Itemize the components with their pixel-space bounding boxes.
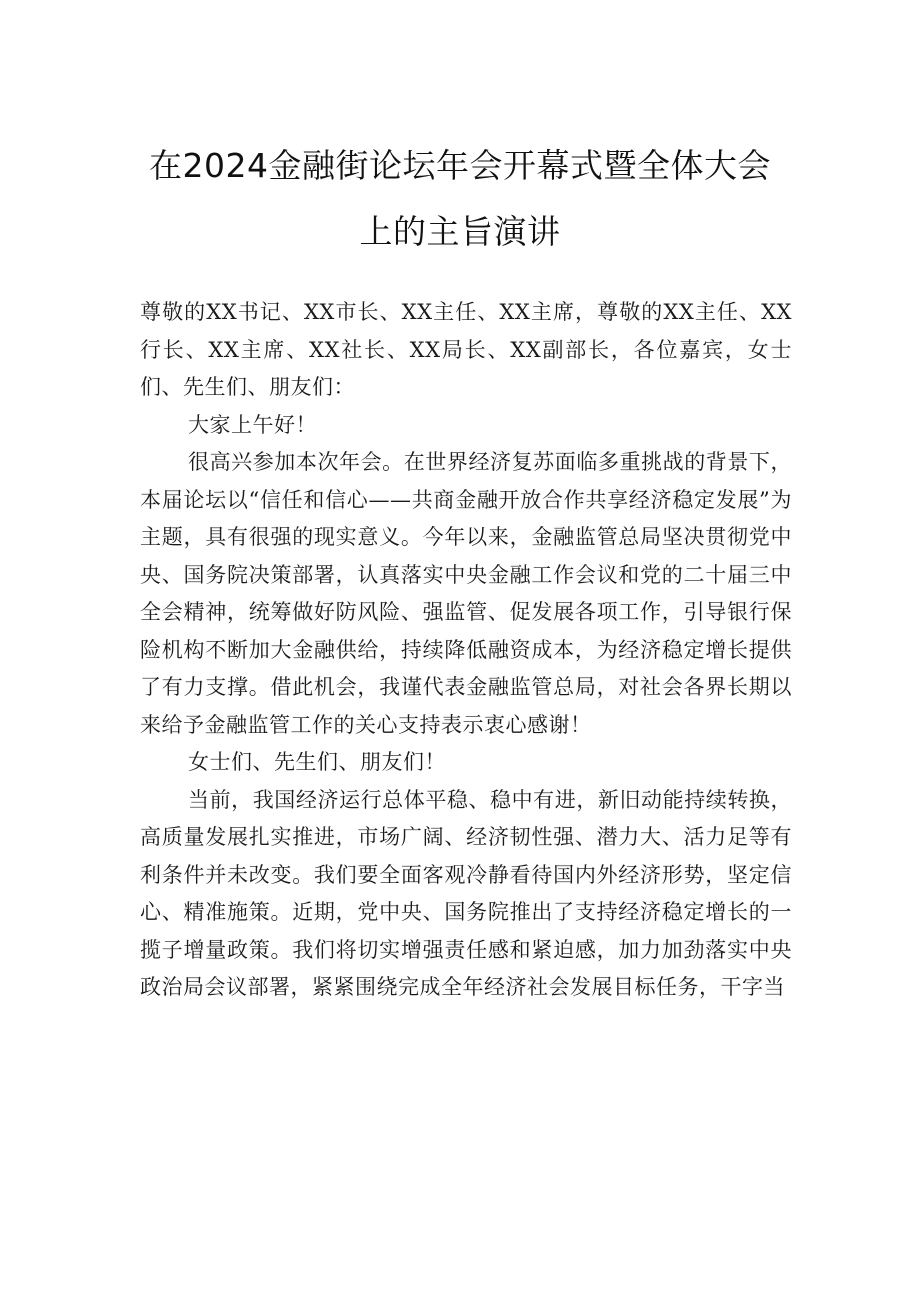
- body-paragraph-1: 很高兴参加本次年会。在世界经济复苏面临多重挑战的背景下，本届论坛以“信任和信心——共商金融开放合作共享经济稳定发展”为主题，具有很强的现实意义。今年以来，金融监管总局坚决贯彻党中央、国务院决策部署，认真落实中央金融工作会议和党的二十届三中全会精神，统筹做好防风险、强监管、促发展各项工作，引导银行保险机构不断加大金融供给，持续降低融资成本，为经济稳定增长提供了有力支撑。借此机会，我谨代表金融监管总局，对社会各界长期以来给予金融监管工作的关心支持表示衷心感谢！: [140, 450, 792, 737]
- document-title-line-2: 上的主旨演讲: [359, 212, 561, 251]
- salutation-paragraph: 尊敬的XX书记、XX市长、XX主任、XX主席，尊敬的XX主任、XX行长、XX主席、XX社长、XX局长、XX副部长，各位嘉宾，女士们、先生们、朋友们：: [140, 300, 792, 399]
- address-paragraph: 女士们、先生们、朋友们！: [188, 750, 446, 774]
- greeting-paragraph: 大家上午好！: [188, 412, 317, 437]
- document-title-line-1: 在2024金融街论坛年会开幕式暨全体大会: [149, 146, 771, 185]
- document-body: [140, 294, 792, 1007]
- body-paragraph-2: 当前，我国经济运行总体平稳、稳中有进，新旧动能持续转换，高质量发展扎实推进，市场广阔、经济韧性强、潜力大、活力足等有利条件并未改变。我们要全面客观冷静看待国内外经济形势，坚定信心、精准施策。近期，党中央、国务院推出了支持经济稳定增长的一揽子增量政策。我们将切实增强责任感和紧迫感，加力加劲落实中央政治局会议部署，紧紧围绕完成全年经济社会发展目标任务，干字当: [140, 787, 792, 999]
